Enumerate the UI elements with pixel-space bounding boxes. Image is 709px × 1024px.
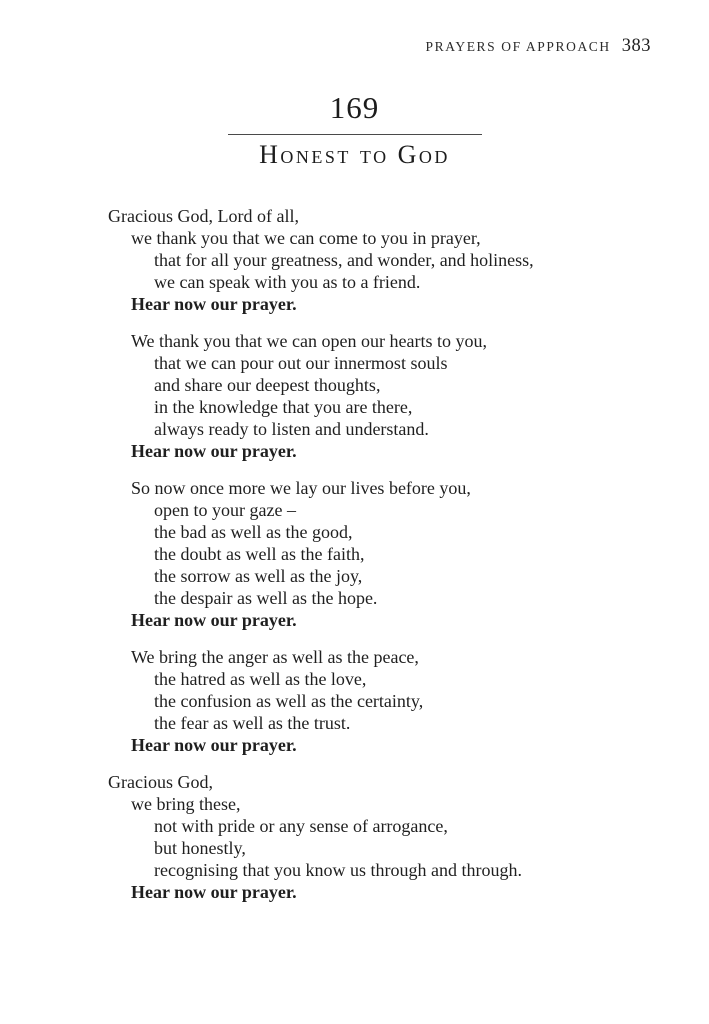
prayer-line: we can speak with you as to a friend. [154,272,421,292]
prayer-body [108,205,534,903]
prayer-line: we bring these, [131,794,241,814]
prayer-line: always ready to listen and understand. [154,419,429,439]
prayer-heading [0,90,709,170]
prayer-line: Gracious God, [108,772,213,792]
prayer-stanza [108,477,534,631]
prayer-line: and share our deepest thoughts, [154,375,381,395]
prayer-stanza [108,205,534,315]
prayer-line: We thank you that we can open our hearts to you, [131,331,487,351]
page-number: 383 [621,36,651,56]
prayer-stanza [108,771,534,903]
prayer-line: the hatred as well as the love, [154,669,367,689]
prayer-line: in the knowledge that you are there, [154,397,413,417]
prayer-line: the doubt as well as the faith, [154,544,365,564]
prayer-line: the bad as well as the good, [154,522,353,542]
prayer-line: open to your gaze – [154,500,296,520]
prayer-line: Gracious God, Lord of all, [108,206,299,226]
prayer-title: Honest to God [259,140,450,169]
prayer-line: that for all your greatness, and wonder, and holiness, [154,250,534,270]
prayer-line: we thank you that we can come to you in prayer, [131,228,481,248]
prayer-line: the sorrow as well as the joy, [154,566,363,586]
prayer-stanza [108,330,534,462]
prayer-line: the confusion as well as the certainty, [154,691,424,711]
prayer-response-line: Hear now our prayer. [131,610,297,630]
prayer-line: the despair as well as the hope. [154,588,378,608]
prayer-line: the fear as well as the trust. [154,713,351,733]
prayer-line: We bring the anger as well as the peace, [131,647,419,667]
prayer-response-line: Hear now our prayer. [131,882,297,902]
prayer-line: So now once more we lay our lives before you, [131,478,471,498]
prayer-response-line: Hear now our prayer. [131,441,297,461]
prayer-line: that we can pour out our innermost souls [154,353,448,373]
page-header [426,36,651,57]
prayer-line: recognising that you know us through and through. [154,860,522,880]
prayer-response-line: Hear now our prayer. [131,294,297,314]
running-head: PRAYERS OF APPROACH [425,39,611,54]
prayer-number: 169 [329,90,380,125]
prayer-stanza [108,646,534,756]
prayer-response-line: Hear now our prayer. [131,735,297,755]
prayer-line: not with pride or any sense of arrogance, [154,816,448,836]
heading-rule-divider [228,134,482,135]
prayer-line: but honestly, [154,838,246,858]
